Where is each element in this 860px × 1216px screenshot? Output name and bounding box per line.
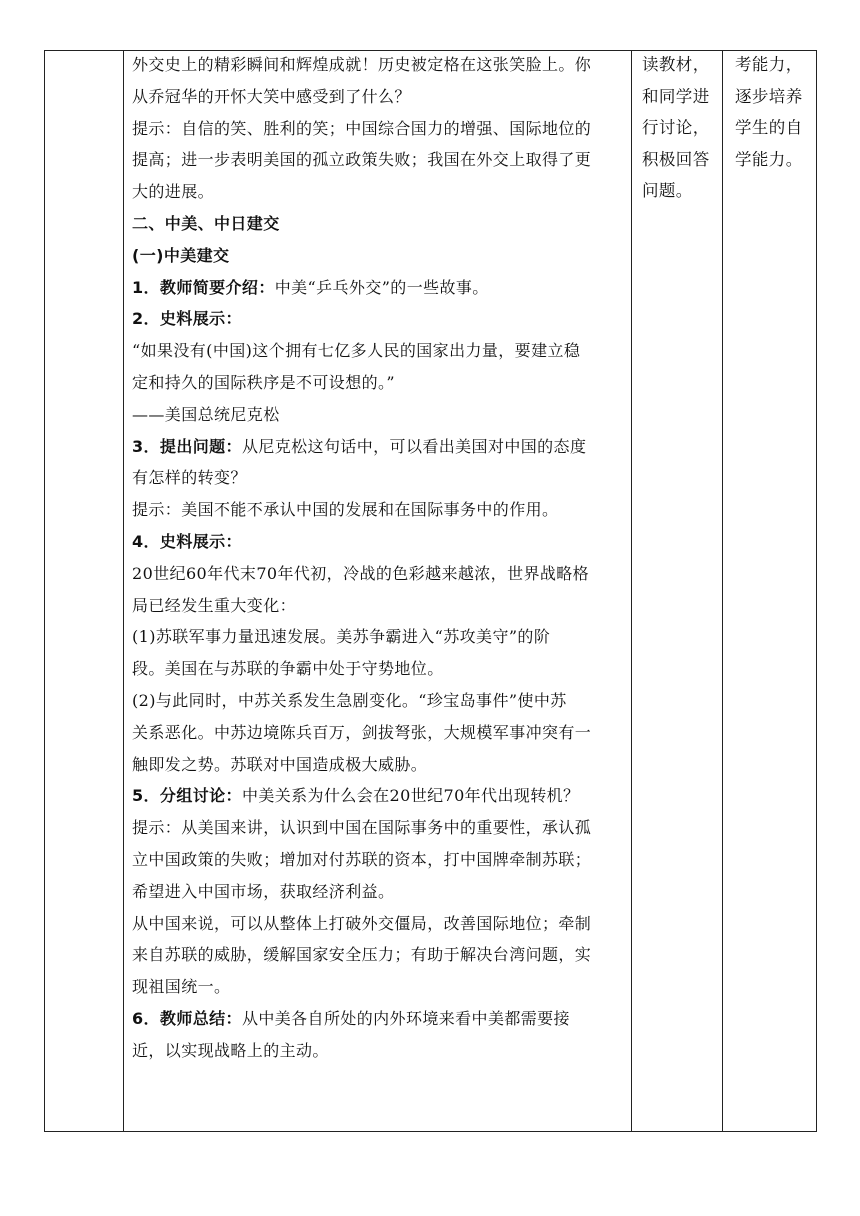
text-line: 现祖国统一。 [132, 977, 231, 997]
teaching-process-cell [132, 49, 632, 1067]
student-activity-line: 问题。 [642, 181, 693, 200]
student-activity-line: 读教材， [642, 55, 710, 74]
text-line: 立中国政策的失败；增加对付苏联的资本，打中国牌牵制苏联； [132, 849, 592, 869]
text-line: 有怎样的转变？ [132, 468, 247, 488]
text-line: 提高；进一步表明美国的孤立政策失败；我国在外交上取得了更 [132, 150, 592, 170]
text-line: 外交史上的精彩瞬间和辉煌成就！历史被定格在这张笑脸上。你 [132, 55, 592, 74]
text-line: 大的进展。 [132, 182, 215, 202]
text-line: 触即发之势。苏联对中国造成极大威胁。 [132, 754, 428, 774]
text-line: 定和持久的国际秩序是不可设想的。” [132, 372, 395, 392]
line-text: 从中美各自所处的内外环境来看中美都需要接 [241, 1008, 570, 1028]
text-line: 希望进入中国市场，获取经济利益。 [132, 881, 395, 901]
text-line: 提示：从美国来讲，认识到中国在国际事务中的重要性，承认孤 [132, 818, 592, 838]
text-line: 提示：美国不能不承认中国的发展和在国际事务中的作用。 [132, 500, 559, 520]
text-line [132, 780, 632, 812]
bold-heading: 1．教师简要介绍： [132, 277, 275, 297]
student-activity-cell [642, 49, 724, 207]
text-line [132, 303, 632, 335]
text-line: 段。美国在与苏联的争霸中处于守势地位。 [132, 659, 444, 679]
text-line: (2)与此同时，中苏关系发生急剧变化。“珍宝岛事件”使中苏 [132, 690, 567, 710]
lesson-plan-table [44, 50, 817, 1132]
line-text: 从尼克松这句话中，可以看出美国对中国的态度 [241, 436, 587, 456]
bold-heading: 2．史料展示： [132, 309, 242, 329]
bold-heading: 6．教师总结： [132, 1008, 242, 1028]
text-line [132, 208, 632, 240]
text-line: “如果没有(中国)这个拥有七亿多人民的国家出力量，要建立稳 [132, 341, 581, 361]
text-line [132, 1003, 632, 1035]
column-divider [722, 51, 723, 1131]
text-line: 从乔冠华的开怀大笑中感受到了什么？ [132, 86, 411, 106]
text-line: (1)苏联军事力量迅速发展。美苏争霸进入“苏攻美守”的阶 [132, 627, 551, 647]
text-line: 提示：自信的笑、胜利的笑；中国综合国力的增强、国际地位的 [132, 118, 592, 138]
column-divider [123, 51, 124, 1131]
design-intent-line: 学能力。 [735, 149, 803, 169]
text-line: 局已经发生重大变化： [132, 595, 297, 615]
bold-heading: 4．史料展示： [132, 531, 242, 551]
bold-heading: 二、中美、中日建交 [132, 213, 280, 233]
text-line [132, 526, 632, 558]
text-line: 来自苏联的威胁，缓解国家安全压力；有助于解决台湾问题，实 [132, 945, 592, 965]
text-line [132, 240, 632, 272]
text-line: 从中国来说，可以从整体上打破外交僵局，改善国际地位；牵制 [132, 913, 592, 933]
student-activity-line: 行讨论， [642, 118, 710, 137]
text-line: 近，以实现战略上的主动。 [132, 1040, 329, 1060]
line-text: 中美关系为什么会在20世纪70年代出现转机？ [241, 786, 580, 806]
text-line [132, 431, 632, 463]
bold-heading: (一)中美建交 [132, 245, 230, 265]
bold-heading: 5．分组讨论： [132, 786, 242, 806]
design-intent-line: 逐步培养 [735, 86, 803, 106]
design-intent-cell [735, 49, 815, 175]
student-activity-line: 积极回答 [642, 149, 710, 169]
text-line [132, 272, 632, 304]
text-line: 20世纪60年代末70年代初，冷战的色彩越来越浓，世界战略格 [132, 563, 590, 583]
design-intent-line: 学生的自 [735, 118, 803, 137]
design-intent-line: 考能力， [735, 55, 803, 74]
text-line: 关系恶化。中苏边境陈兵百万，剑拔弩张，大规模军事冲突有一 [132, 722, 592, 742]
student-activity-line: 和同学进 [642, 86, 710, 106]
text-line: ——美国总统尼克松 [132, 404, 280, 424]
line-text: 中美“乒乓外交”的一些故事。 [274, 277, 489, 297]
bold-heading: 3．提出问题： [132, 436, 242, 456]
